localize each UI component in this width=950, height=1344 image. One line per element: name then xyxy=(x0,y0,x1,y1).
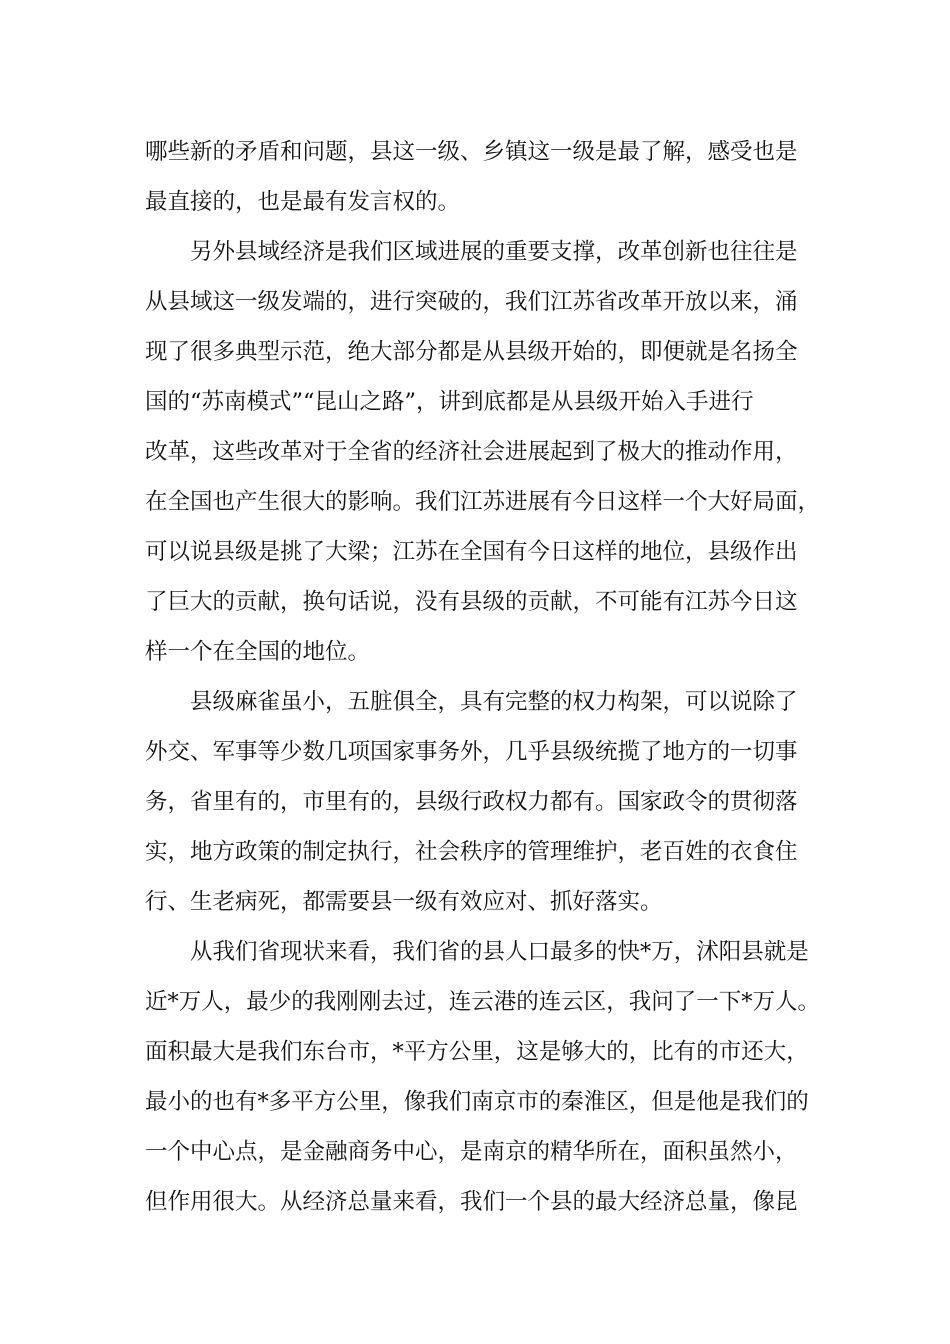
text-line: 面积最大是我们东台市，*平方公里，这是够大的，比有的市还大， xyxy=(145,1039,809,1065)
text-line: 在全国也产生很大的影响。我们江苏进展有今日这样一个大好局面， xyxy=(145,489,821,515)
text-line: 了巨大的贡献，换句话说，没有县级的贡献，不可能有江苏今日这 xyxy=(145,589,798,615)
text-line: 外交、军事等少数几项国家事务外，几乎县级统揽了地方的一切事 xyxy=(145,739,798,765)
text-line: 务，省里有的，市里有的，县级行政权力都有。国家政令的贯彻落 xyxy=(145,789,798,815)
text-line: 可以说县级是挑了大梁；江苏在全国有今日这样的地位，县级作出 xyxy=(145,539,798,565)
text-line: 一个中心点，是金融商务中心，是南京的精华所在，面积虽然小， xyxy=(145,1139,798,1165)
text-line: 最直接的，也是最有发言权的。 xyxy=(145,189,461,215)
text-line: 样一个在全国的地位。 xyxy=(145,639,371,665)
paragraph-first-line: 从我们省现状来看，我们省的县人口最多的快*万，沭阳县就是 xyxy=(190,939,809,965)
text-line: 行、生老病死，都需要县一级有效应对、抓好落实。 xyxy=(145,889,663,915)
text-line: 哪些新的矛盾和问题，县这一级、乡镇这一级是最了解，感受也是 xyxy=(145,139,798,165)
text-line: 从县域这一级发端的，进行突破的，我们江苏省改革开放以来，涌 xyxy=(145,289,798,315)
paragraph-first-line: 另外县域经济是我们区域进展的重要支撑，改革创新也往往是 xyxy=(190,239,798,265)
text-line: 最小的也有*多平方公里，像我们南京市的秦淮区，但是他是我们的 xyxy=(145,1089,809,1115)
text-line: 改革，这些改革对于全省的经济社会进展起到了极大的推动作用， xyxy=(145,439,798,465)
text-line: 但作用很大。从经济总量来看，我们一个县的最大经济总量，像昆 xyxy=(145,1189,798,1215)
text-line: 国的“苏南模式”“昆山之路”，讲到底都是从县级开始入手进行 xyxy=(145,389,754,415)
text-line: 实，地方政策的制定执行，社会秩序的管理维护，老百姓的衣食住 xyxy=(145,839,798,865)
text-line: 现了很多典型示范，绝大部分都是从县级开始的，即便就是名扬全 xyxy=(145,339,798,365)
text-line: 近*万人，最少的我刚刚去过，连云港的连云区，我问了一下*万人。 xyxy=(145,989,821,1015)
paragraph-first-line: 县级麻雀虽小，五脏俱全，具有完整的权力构架，可以说除了 xyxy=(190,689,798,715)
